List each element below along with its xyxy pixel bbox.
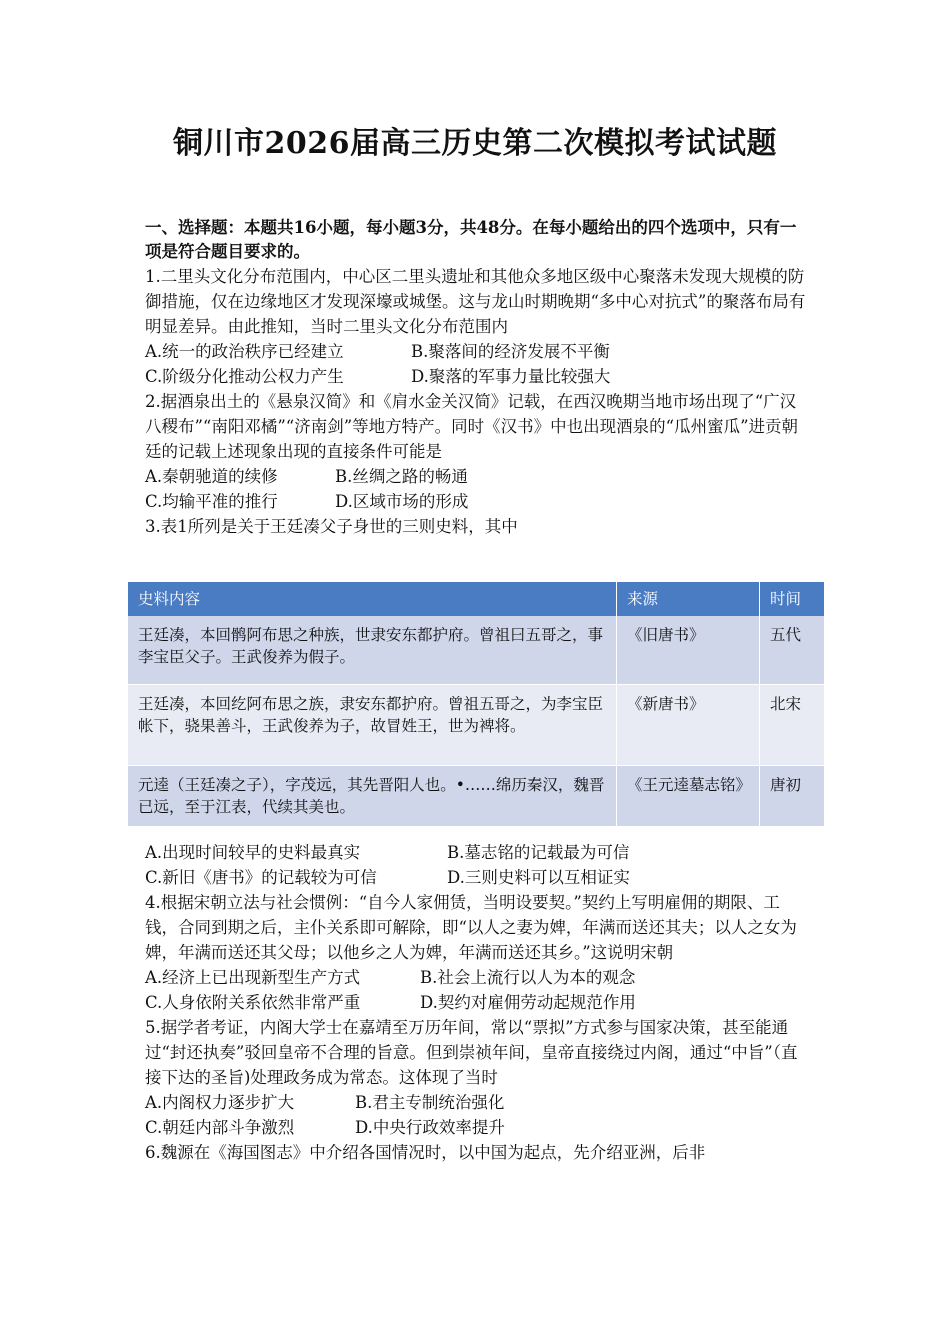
table-cell-time: 五代 — [760, 616, 825, 685]
section-heading: 一、选择题：本题共16小题，每小题3分，共48分。在每小题给出的四个选项中，只有一项是符合题目要求的。 — [145, 218, 797, 261]
q3-option-d: D.三则史料可以互相证实 — [447, 868, 630, 887]
question-2-options-row2 — [145, 489, 810, 514]
q4-option-a: A.经济上已出现新型生产方式 — [145, 968, 361, 987]
table-cell-source: 《新唐书》 — [617, 685, 760, 766]
table-header-source: 来源 — [617, 582, 760, 616]
source-table — [128, 582, 825, 827]
table-cell-content: 王廷凑，本回鹘阿布思之种族，世隶安东都护府。曾祖曰五哥之，事李宝臣父子。王武俊养为假子。 — [128, 616, 617, 685]
question-3-options-row1 — [145, 840, 810, 865]
q2-option-d: D.区域市场的形成 — [335, 492, 469, 511]
q4-option-d: D.契约对雇佣劳动起规范作用 — [420, 993, 636, 1012]
q5-option-a: A.内阁权力逐步扩大 — [145, 1093, 295, 1112]
question-3-options-row2 — [145, 865, 810, 890]
question-1-stem: 1.二里头文化分布范围内，中心区二里头遗址和其他众多地区级中心聚落未发现大规模的防御措施，仅在边缘地区才发现深壕或城堡。这与龙山时期晚期“多中心对抗式”的聚落布局有明显差异。由此推知，当时二里头文化分布范围内 — [145, 267, 806, 336]
q5-option-c: C.朝廷内部斗争激烈 — [145, 1118, 295, 1137]
page-title: 铜川市2026届高三历史第二次模拟考试试题 — [173, 126, 777, 161]
table-cell-content: 王廷凑，本回纥阿布思之族，隶安东都护府。曾祖五哥之，为李宝臣帐下，骁果善斗，王武俊养为子，故冒姓王，世为裨将。 — [128, 685, 617, 766]
q5-option-b: B.君主专制统治强化 — [355, 1093, 505, 1112]
question-3-stem: 3.表1所列是关于王廷凑父子身世的三则史料，其中 — [145, 517, 518, 536]
q3-option-a: A.出现时间较早的史料最真实 — [145, 843, 361, 862]
q4-option-b: B.社会上流行以人为本的观念 — [420, 968, 636, 987]
q1-option-d: D.聚落的军事力量比较强大 — [411, 367, 611, 386]
q3-option-b: B.墓志铭的记载最为可信 — [447, 843, 630, 862]
table-header-time: 时间 — [760, 582, 825, 616]
question-5-options-row2 — [145, 1115, 810, 1140]
table-cell-time: 北宋 — [760, 685, 825, 766]
table-cell-time: 唐初 — [760, 766, 825, 827]
question-1-options-row2 — [145, 364, 810, 389]
q1-option-c: C.阶级分化推动公权力产生 — [145, 367, 344, 386]
question-1-options-row1 — [145, 339, 810, 364]
q1-option-b: B.聚落间的经济发展不平衡 — [411, 342, 610, 361]
question-5-options-row1 — [145, 1090, 810, 1115]
table-header-content: 史料内容 — [128, 582, 617, 616]
table-row — [128, 766, 825, 827]
exam-body-top — [145, 216, 810, 539]
question-2-stem: 2.据酒泉出土的《悬泉汉简》和《肩水金关汉简》记载，在西汉晚期当地市场出现了“广汉八稷布”“南阳邓橘”“济南剑”等地方特产。同时《汉书》中也出现酒泉的“瓜州蜜瓜”进贡朝廷的记载上述现象出现的直接条件可能是 — [145, 392, 799, 461]
table-row — [128, 616, 825, 685]
question-5-stem: 5.据学者考证，内阁大学士在嘉靖至万历年间，常以“票拟”方式参与国家决策，甚至能通过“封还执奏”驳回皇帝不合理的旨意。但到崇祯年间，皇帝直接绕过内阁，通过“中旨”（直接下达的圣旨)处理政务成为常态。这体现了当时 — [145, 1018, 798, 1087]
q2-option-a: A.秦朝驰道的续修 — [145, 467, 278, 486]
question-2-options-row1 — [145, 464, 810, 489]
question-4-options-row1 — [145, 965, 810, 990]
question-4-stem: 4.根据宋朝立法与社会惯例：“自今人家佣赁，当明设要契。”契约上写明雇佣的期限、工钱，合同到期之后，主仆关系即可解除，即“以人之妻为婢，年满而送还其夫；以人之女为婢，年满而送还其父母；以他乡之人为婢，年满而送还其乡。”这说明宋朝 — [145, 893, 797, 962]
table-cell-content: 元逵（王廷凑之子），字茂远，其先晋阳人也。•……绵历秦汉，魏晋已远，至于江表，代续其美也。 — [128, 766, 617, 827]
table-cell-source: 《旧唐书》 — [617, 616, 760, 685]
question-6-stem: 6.魏源在《海国图志》中介绍各国情况时，以中国为起点，先介绍亚洲，后非 — [145, 1143, 706, 1162]
q1-option-a: A.统一的政治秩序已经建立 — [145, 342, 344, 361]
table-row — [128, 685, 825, 766]
table-header-row — [128, 582, 825, 616]
q3-option-c: C.新旧《唐书》的记载较为可信 — [145, 868, 377, 887]
exam-body-bottom — [145, 840, 810, 1165]
q5-option-d: D.中央行政效率提升 — [355, 1118, 505, 1137]
q2-option-b: B.丝绸之路的畅通 — [335, 467, 468, 486]
q4-option-c: C.人身依附关系依然非常严重 — [145, 993, 361, 1012]
question-4-options-row2 — [145, 990, 810, 1015]
q2-option-c: C.均输平准的推行 — [145, 492, 278, 511]
table-cell-source: 《王元逵墓志铭》 — [617, 766, 760, 827]
